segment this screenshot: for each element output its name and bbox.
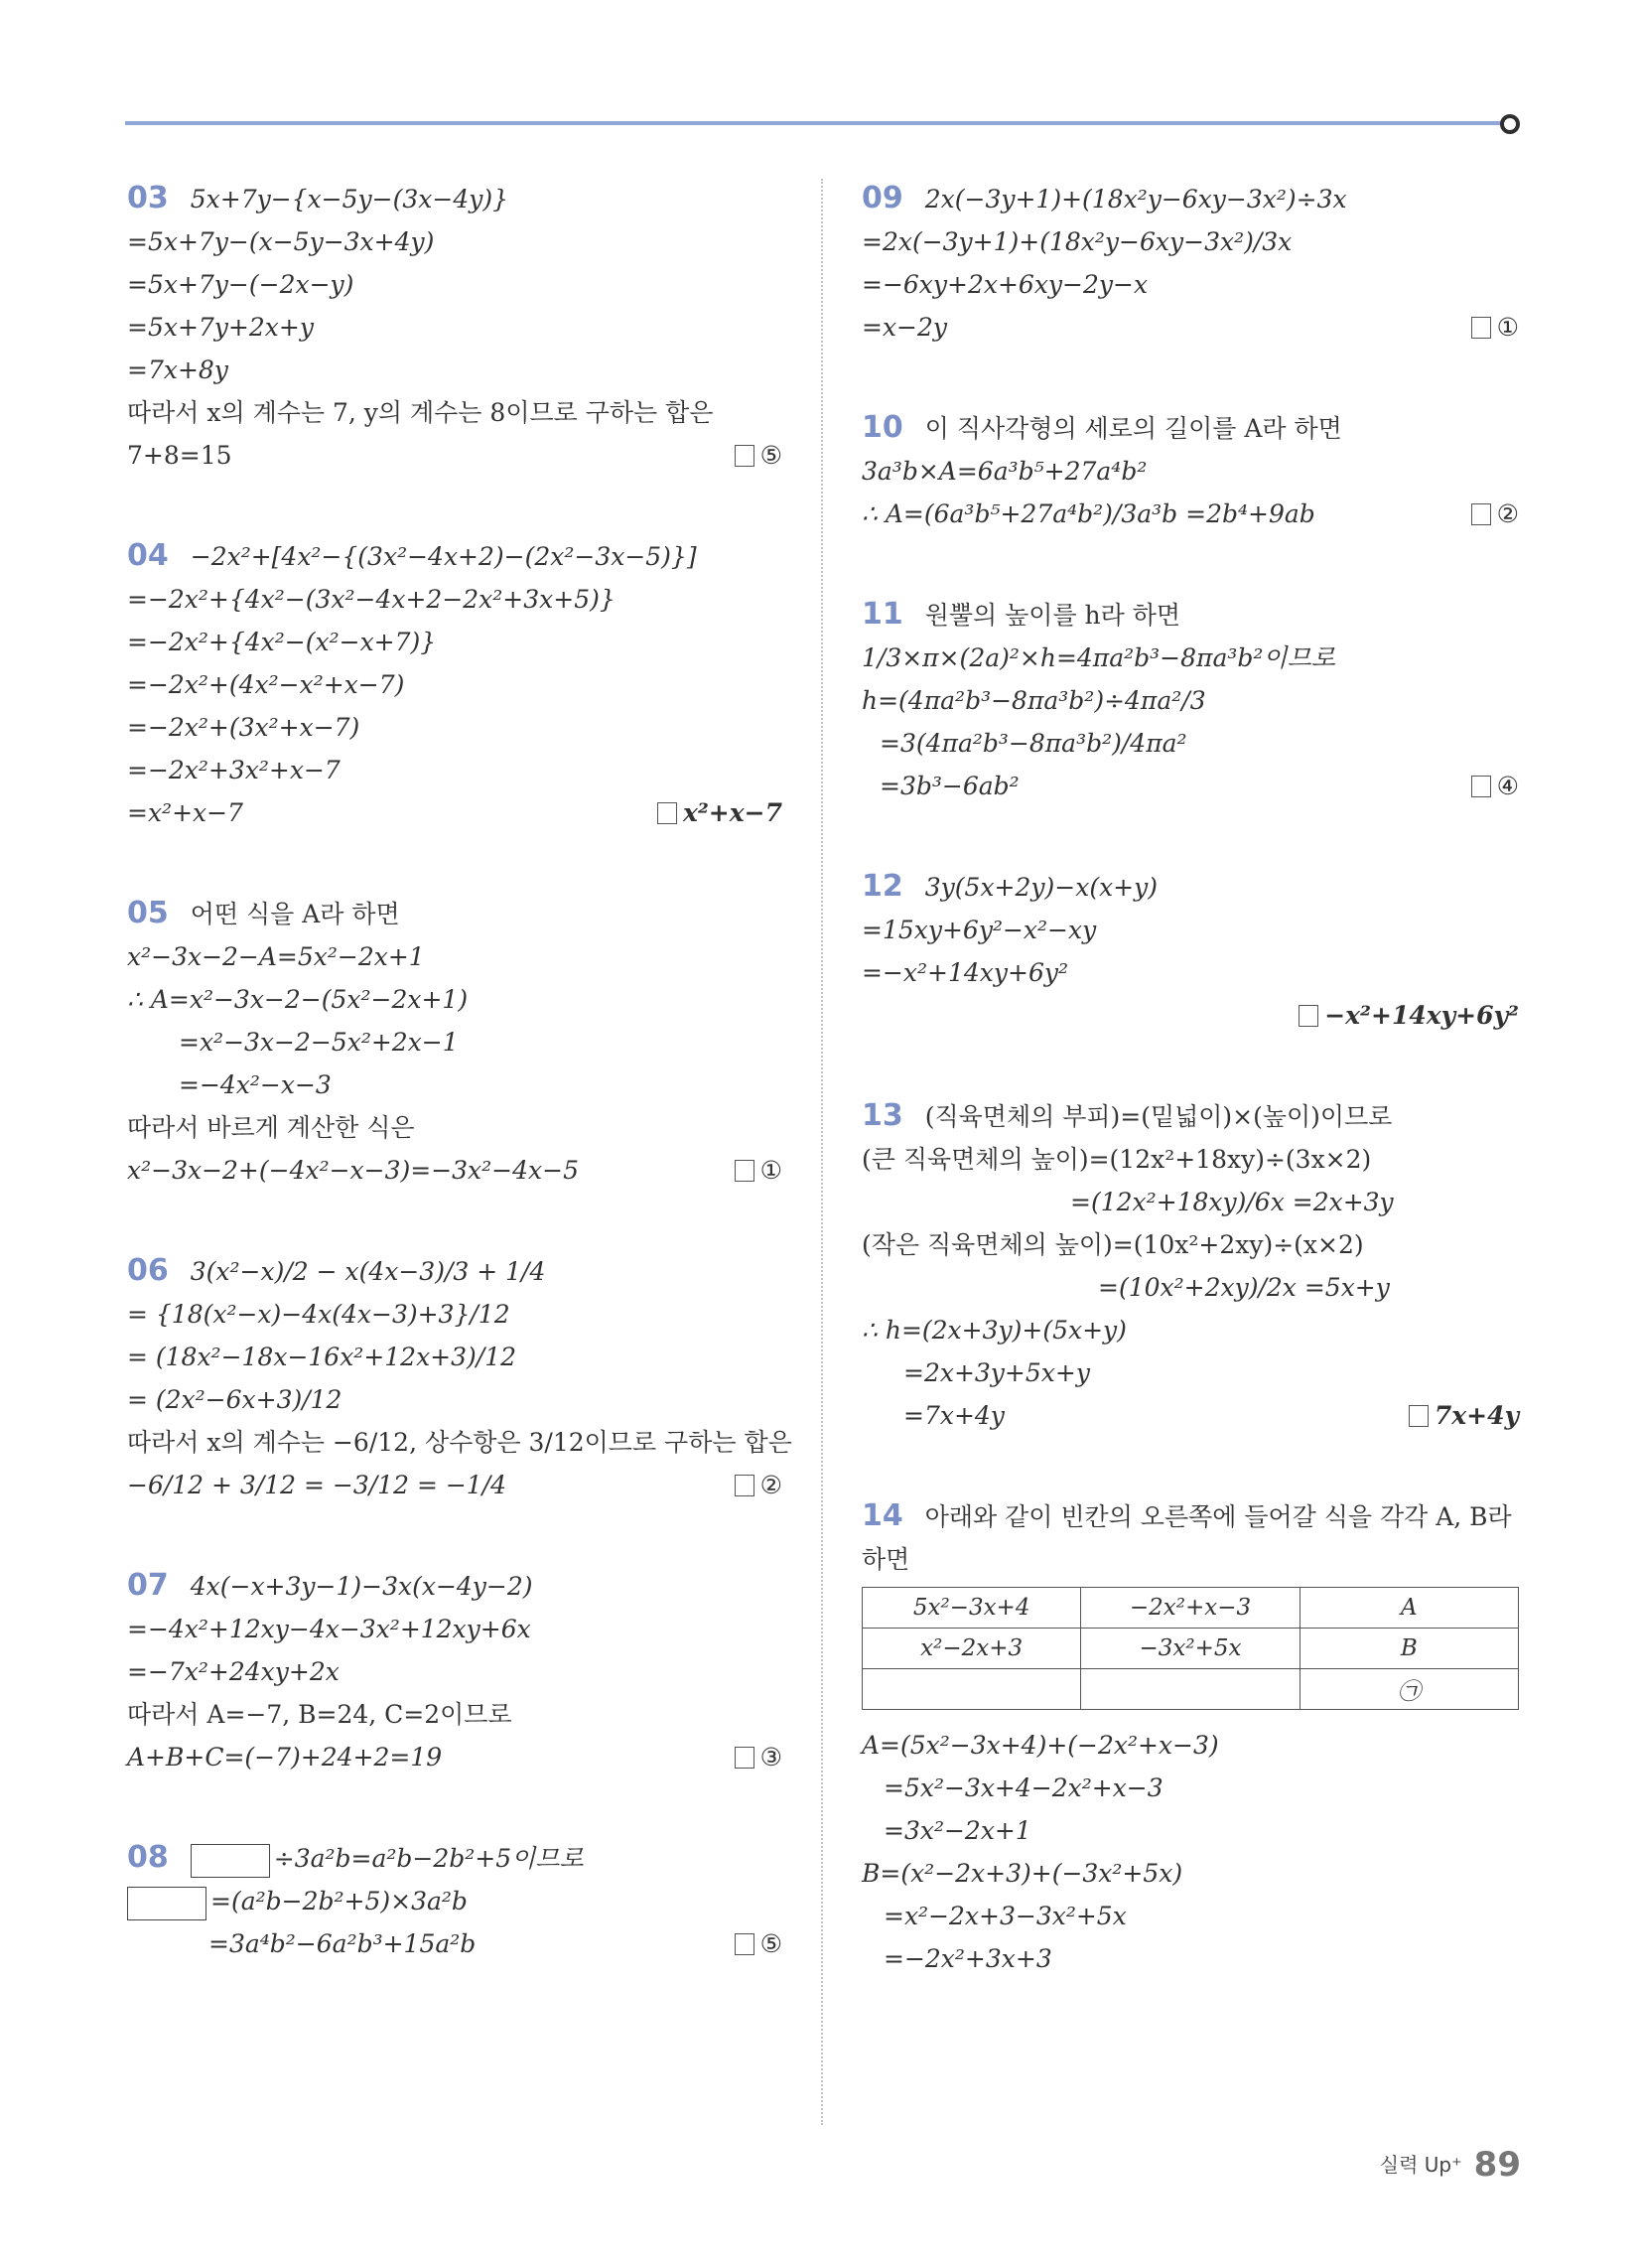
- solution-line: =x−2y: [862, 313, 948, 342]
- solution-line: 이 직사각형의 세로의 길이를 A라 하면: [924, 414, 1342, 443]
- solution-line: =7x+8y: [127, 355, 228, 384]
- solution-line: ∴ A=x²−3x−2−(5x²−2x+1): [127, 985, 469, 1014]
- answer-mark: [1471, 306, 1519, 349]
- solution-line: 4x(−x+3y−1)−3x(x−4y−2): [190, 1572, 533, 1601]
- answer-mark: [657, 791, 782, 834]
- solution-line: =3b³−6ab²: [880, 772, 1020, 800]
- solution-line: 1/3×π×(2a)²×h=4πa²b³−8πa³b²이므로: [862, 643, 1335, 672]
- table-row: [863, 1588, 1519, 1629]
- solution-line: =−2x²+{4x²−(3x²−4x+2−2x²+3x+5)}: [127, 585, 616, 614]
- problem-11: [862, 593, 1519, 807]
- table-cell: x²−2x+3: [863, 1629, 1081, 1669]
- problem-08: [127, 1836, 782, 1965]
- solution-line: =−4x²−x−3: [179, 1070, 332, 1099]
- problem-04: [127, 534, 782, 834]
- solution-line: 원뿔의 높이를 h라 하면: [924, 601, 1181, 630]
- footer-label: 실력 Up⁺: [1379, 2153, 1462, 2177]
- blank-box: [127, 1887, 206, 1920]
- solution-line: =2x+3y+5x+y: [903, 1358, 1090, 1387]
- solution-line: 3y(5x+2y)−x(x+y): [924, 873, 1158, 902]
- table-cell: −3x²+5x: [1081, 1629, 1300, 1669]
- solution-line: =5x+7y−(−2x−y): [127, 270, 354, 299]
- top-rule: [125, 121, 1507, 125]
- solution-line: =5x+7y+2x+y: [127, 313, 314, 342]
- solution-line: 어떤 식을 A라 하면: [190, 900, 400, 928]
- answer-mark-icon: [1299, 1005, 1318, 1027]
- answer-mark-icon: [735, 1160, 754, 1182]
- answer-mark: [735, 1736, 782, 1778]
- problem-number: 13: [862, 1098, 903, 1133]
- problem-number: 05: [127, 896, 169, 930]
- table-row: [863, 1669, 1519, 1710]
- answer-value: ②: [759, 1471, 782, 1499]
- solution-line: =−4x²+12xy−4x−3x²+12xy+6x: [127, 1615, 531, 1643]
- solution-line: =3x²−2x+1: [884, 1816, 1031, 1845]
- solution-line: =−2x²+3x+3: [884, 1944, 1052, 1973]
- solution-line: x²−3x−2−A=5x²−2x+1: [127, 942, 425, 971]
- answer-mark-icon: [735, 1747, 754, 1769]
- solution-line: ∴ A=(6a³b⁵+27a⁴b²)/3a³b =2b⁴+9ab: [862, 499, 1315, 528]
- problem-number: 08: [127, 1840, 169, 1875]
- table-row: [863, 1629, 1519, 1669]
- answer-mark-icon: [657, 802, 677, 824]
- answer-mark-icon: [735, 445, 754, 467]
- problem-number: 07: [127, 1568, 169, 1603]
- solution-line: =(a²b−2b²+5)×3a²b: [210, 1887, 468, 1915]
- answer-value: ④: [1496, 772, 1519, 800]
- answer-mark: [735, 1464, 782, 1506]
- answer-value: 7x+4y: [1434, 1401, 1519, 1430]
- problem-09: [862, 177, 1519, 349]
- answer-mark: [735, 1922, 782, 1965]
- solution-line: =−2x²+(3x²+x−7): [127, 713, 360, 742]
- solution-line: x²−3x−2+(−4x²−x−3)=−3x²−4x−5: [127, 1156, 579, 1185]
- answer-mark: [735, 434, 782, 477]
- right-column: [862, 177, 1519, 1980]
- answer-mark: [1471, 765, 1519, 807]
- page-footer: [1380, 2145, 1521, 2185]
- problem-07: [127, 1564, 782, 1778]
- answer-mark-icon: [735, 1933, 754, 1955]
- table-cell: ㉠: [1300, 1669, 1518, 1710]
- solution-line: =2x(−3y+1)+(18x²y−6xy−3x²)/3x: [862, 227, 1293, 256]
- solution-line: (작은 직육면체의 높이)=(10x²+2xy)÷(x×2): [862, 1230, 1364, 1259]
- solution-line: 하면: [862, 1545, 910, 1574]
- solution-line: ∴ h=(2x+3y)+(5x+y): [862, 1316, 1127, 1345]
- solution-line: 3a³b×A=6a³b⁵+27a⁴b²: [862, 457, 1148, 486]
- solution-line: 따라서 x의 계수는 7, y의 계수는 8이므로 구하는 합은: [127, 398, 714, 427]
- answer-value: ②: [1496, 499, 1519, 528]
- solution-line: =3a⁴b²−6a²b³+15a²b: [208, 1929, 477, 1958]
- solution-line: A+B+C=(−7)+24+2=19: [127, 1743, 443, 1772]
- answer-value: ①: [1496, 313, 1519, 342]
- solution-line: =(10x²+2xy)/2x =5x+y: [1098, 1273, 1390, 1302]
- solution-line: =(12x²+18xy)/6x =2x+3y: [1070, 1188, 1394, 1216]
- solution-line: −2x²+[4x²−{(3x²−4x+2)−(2x²−3x−5)}]: [190, 542, 697, 571]
- solution-line: =5x+7y−(x−5y−3x+4y): [127, 227, 435, 256]
- problem-number: 14: [862, 1498, 903, 1533]
- solution-line: (큰 직육면체의 높이)=(12x²+18xy)÷(3x×2): [862, 1145, 1372, 1174]
- left-column: [127, 177, 792, 1965]
- answer-mark-icon: [1471, 776, 1491, 797]
- answer-mark-icon: [735, 1475, 754, 1496]
- problem-number: 09: [862, 181, 903, 215]
- solution-line: =x²+x−7: [127, 798, 243, 827]
- problem-03: [127, 177, 782, 477]
- table-cell: [863, 1669, 1081, 1710]
- solution-line: 5x+7y−{x−5y−(3x−4y)}: [190, 185, 509, 213]
- answer-mark-icon: [1409, 1405, 1429, 1427]
- answer-mark: [1299, 994, 1519, 1037]
- problem-number: 10: [862, 410, 903, 445]
- solution-line: = (2x²−6x+3)/12: [127, 1385, 342, 1414]
- solution-line: =−6xy+2x+6xy−2y−x: [862, 270, 1149, 299]
- problem-number: 06: [127, 1253, 169, 1288]
- solution-line: =x²−3x−2−5x²+2x−1: [179, 1028, 459, 1057]
- answer-value: x²+x−7: [682, 798, 782, 827]
- solution-line: =5x²−3x+4−2x²+x−3: [884, 1773, 1163, 1802]
- answer-value: ③: [759, 1743, 782, 1772]
- solution-line: 3(x²−x)/2 − x(4x−3)/3 + 1/4: [190, 1257, 546, 1286]
- solution-line: =−x²+14xy+6y²: [862, 958, 1068, 987]
- blank-box: [191, 1844, 270, 1878]
- answer-mark: [1409, 1394, 1519, 1437]
- solution-line: 따라서 A=−7, B=24, C=2이므로: [127, 1700, 512, 1729]
- solution-line: =15xy+6y²−x²−xy: [862, 916, 1097, 944]
- table-cell: A: [1300, 1588, 1518, 1629]
- table-cell: B: [1300, 1629, 1518, 1669]
- problem-number: 12: [862, 869, 903, 904]
- expression-table: [862, 1587, 1519, 1710]
- table-cell: −2x²+x−3: [1081, 1588, 1300, 1629]
- solution-line: =x²−2x+3−3x²+5x: [884, 1902, 1127, 1930]
- table-cell: 5x²−3x+4: [863, 1588, 1081, 1629]
- table-cell: [1081, 1669, 1300, 1710]
- problem-05: [127, 892, 782, 1192]
- solution-line: 따라서 바르게 계산한 식은: [127, 1113, 415, 1142]
- problem-12: [862, 865, 1519, 1037]
- page-number: 89: [1473, 2145, 1521, 2185]
- answer-mark-icon: [1471, 317, 1491, 339]
- solution-line: 따라서 x의 계수는 −6/12, 상수항은 3/12이므로 구하는 합은: [127, 1428, 792, 1457]
- solution-line: = {18(x²−x)−4x(4x−3)+3}/12: [127, 1300, 510, 1329]
- answer-mark-icon: [1471, 503, 1491, 525]
- top-rule-dot-icon: [1500, 114, 1520, 134]
- problem-14: [862, 1494, 1519, 1980]
- solution-line: 2x(−3y+1)+(18x²y−6xy−3x²)÷3x: [924, 185, 1347, 213]
- solution-line: (직육면체의 부피)=(밑넓이)×(높이)이므로: [924, 1102, 1393, 1131]
- answer-value: ①: [759, 1156, 782, 1185]
- problem-number: 11: [862, 597, 903, 632]
- solution-line: = (18x²−18x−16x²+12x+3)/12: [127, 1343, 517, 1371]
- answer-value: ⑤: [759, 441, 782, 470]
- answer-mark: [735, 1149, 782, 1192]
- answer-mark: [1471, 493, 1519, 535]
- solution-line: ÷3a²b=a²b−2b²+5이므로: [273, 1844, 584, 1873]
- problem-13: [862, 1094, 1519, 1437]
- solution-line: 7+8=15: [127, 441, 232, 470]
- column-divider: [821, 179, 823, 2125]
- answer-value: −x²+14xy+6y²: [1324, 1001, 1519, 1030]
- solution-line: 아래와 같이 빈칸의 오른쪽에 들어갈 식을 각각 A, B라: [924, 1502, 1512, 1531]
- problem-06: [127, 1249, 792, 1506]
- solution-line: h=(4πa²b³−8πa³b²)÷4πa²/3: [862, 686, 1206, 715]
- solution-line: B=(x²−2x+3)+(−3x²+5x): [862, 1859, 1183, 1888]
- solution-line: =7x+4y: [903, 1401, 1005, 1430]
- solution-line: =−2x²+{4x²−(x²−x+7)}: [127, 628, 437, 656]
- solution-line: A=(5x²−3x+4)+(−2x²+x−3): [862, 1731, 1219, 1760]
- problem-10: [862, 406, 1519, 535]
- solution-line: =−2x²+3x²+x−7: [127, 756, 341, 784]
- problem-number: 03: [127, 181, 169, 215]
- problem-number: 04: [127, 538, 169, 573]
- solution-line: =−7x²+24xy+2x: [127, 1657, 340, 1686]
- solution-line: =−2x²+(4x²−x²+x−7): [127, 670, 405, 699]
- solution-line: =3(4πa²b³−8πa³b²)/4πa²: [880, 729, 1187, 758]
- answer-value: ⑤: [759, 1929, 782, 1958]
- solution-line: −6/12 + 3/12 = −3/12 = −1/4: [127, 1471, 507, 1499]
